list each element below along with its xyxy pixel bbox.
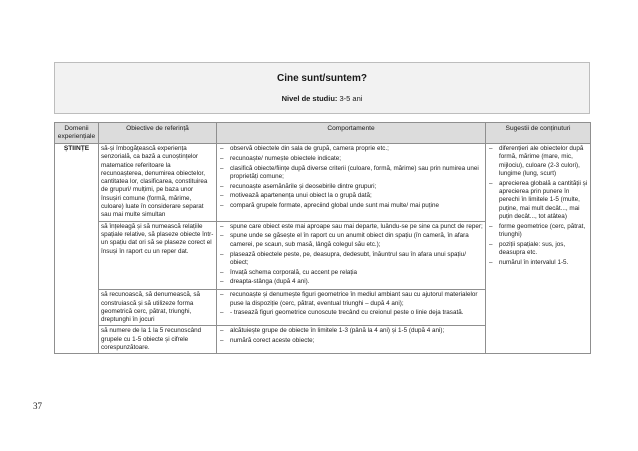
column-header-domain: Domenii experiențiale [55,123,99,144]
page-number: 37 [33,401,42,411]
objective-cell: să recunoască, să denumească, să construiască și să utilizeze forma geometrică cerc, pătrat, triunghi, dreptunghi în jocuri [99,290,217,326]
behavior-item: – observă obiectele din sala de grupă, camera proprie etc.; [219,145,483,153]
suggestion-item: – numărul în intervalul 1-5. [488,259,588,267]
behavior-item: – recunoaște/ numește obiectele indicate; [219,155,483,163]
behaviors-list [219,223,483,287]
behavior-item: – clasifică obiecte/ființe după diverse criterii (culoare, formă, mărime) sau prin numirea unei proprietăți comune; [219,165,483,182]
behavior-item: – învață schema corporală, cu accent pe relația [219,269,483,277]
suggestion-item: – diferențieri ale obiectelor după formă, mărime (mare, mic, mijlociu), culoare (2-3 culori), lungime (lung, scurt) [488,145,588,178]
column-header-suggestions: Sugestii de conținuturi [486,123,591,144]
column-header-behaviors: Comportamente [217,123,486,144]
suggestion-item: – poziții spațiale: sus, jos, deasupra etc. [488,241,588,258]
behaviors-cell [217,221,486,290]
table-header-row [55,123,591,144]
behavior-item: – numără corect aceste obiecte; [219,337,483,345]
behavior-item: – plasează obiectele peste, pe, deasupra, dedesubt, înăuntrul sau în afara unui spațiu/ obiect; [219,251,483,268]
behavior-item: – dreapta-stânga (după 4 ani). [219,278,483,286]
suggestions-cell [486,144,591,354]
behavior-item: – recunoaște asemănările și deosebirile dintre grupuri; [219,183,483,191]
behavior-item: – compară grupele formate, apreciind global unde sunt mai multe/ mai puține [219,202,483,210]
study-level-value: 3-5 ani [339,94,363,103]
study-level-label: Nivel de studiu: [281,94,338,103]
study-level [55,94,589,103]
column-header-objectives: Obiective de referință [99,123,217,144]
behaviors-list [219,327,483,345]
behavior-item: – alcătuiește grupe de obiecte în limitele 1-3 (până la 4 ani) și 1-5 (după 4 ani); [219,327,483,335]
document-title: Cine sunt/suntem? [276,73,367,84]
domain-cell: ȘTIINȚE [55,144,99,354]
objective-cell: să înțeleagă și să numească relațiile spațiale relative, să plaseze obiecte într-un spațiu dat ori să se plaseze corect el însuși în raport cu un reper dat. [99,221,217,290]
suggestion-item: – forme geometrice (cerc, pătrat, triunghi) [488,223,588,240]
behavior-item: – spune unde se găsește el în raport cu un anumit obiect din spațiu (în cameră, în afara camerei, pe scaun, sub masă, lângă colegul său etc.); [219,232,483,249]
curriculum-table [54,122,591,354]
objective-cell: să numere de la 1 la 5 recunoscând grupele cu 1-5 obiecte și cifrele corespunzătoare. [99,326,217,354]
behaviors-list [219,145,483,211]
table-row [55,144,591,222]
behaviors-cell [217,290,486,326]
objective-cell: să-și îmbogățească experiența senzorială, ca bază a cunoștințelor matematice referitoare la recunoașterea, denumirea obiectelor, cantitatea lor, clasificarea, constituirea de grupuri/ mulțimi, pe baza unor însușiri comune (formă, mărime, culoare) luate în considerare separat sau mai multe simultan [99,144,217,222]
suggestions-list [488,145,588,267]
behavior-item: – - trasează figuri geometrice cunoscute trecând cu creionul peste o linie deja trasată. [219,309,483,317]
behaviors-cell [217,326,486,354]
behavior-item: – motivează apartenența unui obiect la o grupă dată; [219,192,483,200]
behavior-item: – spune care obiect este mai aproape sau mai departe, luându-se pe sine ca punct de reper; [219,223,483,231]
lesson-header [54,62,590,114]
behaviors-cell [217,144,486,222]
suggestion-item: – aprecierea globală a cantității și aprecierea prin punere în perechi în limitele 1-5 (multe, puține, mai mult decât..., mai puțin decât..., tot atâtea) [488,180,588,221]
behaviors-list [219,291,483,317]
behavior-item: – recunoaște și denumește figuri geometrice în mediul ambiant sau cu ajutorul materialelor puse la dispoziție (cerc, pătrat, eventual triunghi – după 4 ani); [219,291,483,308]
